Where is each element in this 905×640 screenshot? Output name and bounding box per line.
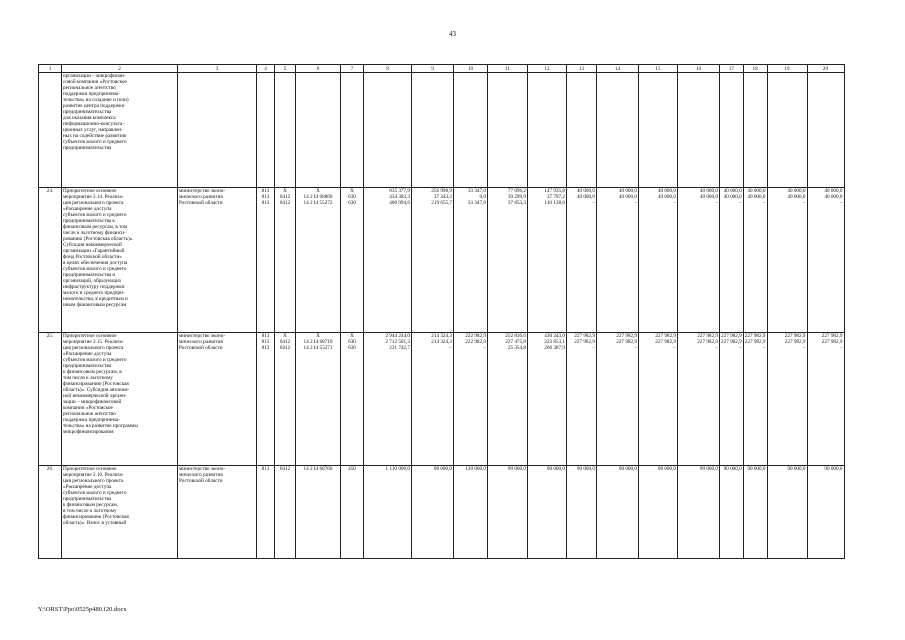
code-cell — [296, 466, 341, 559]
cell-line: 227 982,9 — [574, 339, 595, 345]
cell-line: – — [839, 345, 843, 351]
empty-cell — [528, 73, 567, 188]
cell-line: 90 000,0 — [507, 466, 526, 472]
cell-line: Ростовской области — [179, 345, 223, 351]
cell-line: 1 110 000,0 — [385, 466, 410, 472]
cell-line: совой компании «Ростовское — [63, 79, 127, 85]
value-cell — [807, 333, 844, 466]
cell-line: инфраструктуру поддержки — [63, 284, 125, 290]
cell-line: мероприятие 2.16. Реализа- — [63, 472, 124, 478]
executor-cell — [178, 188, 257, 333]
cell-line: 813 — [261, 194, 270, 200]
cell-line: – — [634, 200, 637, 206]
table-row — [39, 188, 845, 333]
cell-line: 90 000,0 — [433, 466, 452, 472]
header-cell: 14 — [597, 65, 639, 73]
cell-line: 214 324,3 — [431, 333, 452, 339]
cell-line: тельства» на развитие программы — [63, 423, 138, 429]
cell-line: 0412 — [279, 194, 291, 200]
cell-line: Ростовской области — [179, 478, 223, 484]
value-cell — [597, 466, 639, 559]
cell-line: «Расширение доступа — [63, 351, 112, 357]
cell-line: – — [673, 345, 676, 351]
header-cell: 5 — [275, 65, 296, 73]
cell-line: 231 742,7 — [389, 345, 410, 351]
value-cell — [597, 333, 639, 466]
cell-line: 147 935,8 — [544, 188, 565, 194]
cell-line: 227 982,9 — [655, 339, 676, 345]
value-cell — [743, 188, 767, 333]
value-cell — [678, 188, 720, 333]
cell-line: рованию (Ростовская область)». — [63, 236, 134, 242]
cell-line: микрофинансирования — [63, 429, 114, 435]
header-cell: 3 — [178, 65, 257, 73]
value-cell — [412, 466, 454, 559]
cell-line: региональное агентство — [63, 411, 116, 417]
cell-line: – — [762, 200, 766, 206]
cell-line: – — [839, 200, 843, 206]
cell-line: область)». Субсидия автоном- — [63, 387, 130, 393]
cell-line: 14 2 I4 68760 — [303, 466, 333, 472]
value-cell — [528, 333, 567, 466]
header-cell: 19 — [767, 65, 807, 73]
value-cell — [678, 466, 720, 559]
value-cell — [767, 188, 807, 333]
cell-line: ной некоммерческой органи- — [63, 393, 127, 399]
header-row — [39, 65, 845, 73]
cell-line: 223 853,1 — [544, 339, 565, 345]
cell-line: 40 000,0 — [657, 188, 676, 194]
cell-line: 630 — [348, 200, 356, 206]
cell-line: X — [316, 188, 320, 194]
cell-line: 110 138,6 — [544, 200, 565, 206]
cell-line: субъектов малого и среднего — [63, 212, 127, 218]
header-cell: 17 — [720, 65, 744, 73]
cell-line: – — [449, 345, 452, 351]
code-cell — [275, 466, 296, 559]
cell-line: организации «Гарантийный — [63, 248, 125, 254]
value-cell — [639, 466, 678, 559]
cell-line: 39 299,9 — [507, 194, 526, 200]
cell-line: 430 243,0 — [544, 333, 565, 339]
cell-line: 90 000,0 — [824, 466, 843, 472]
header-cell: 16 — [678, 65, 720, 73]
cell-line: Приоритетное основное — [63, 333, 117, 339]
cell-line: ция регионального проекта — [63, 478, 124, 484]
cell-line: предпринимательства — [63, 363, 112, 369]
table-row — [39, 333, 845, 466]
executor-cell — [178, 333, 257, 466]
cell-line: предпринимательства — [63, 496, 112, 502]
cell-line: в целях обеспечения доступа — [63, 260, 128, 266]
empty-cell — [454, 73, 488, 188]
cell-line: 40 000,0 — [747, 188, 766, 194]
cell-line: организаций, образующих — [63, 278, 122, 284]
cell-line: 90 000,0 — [787, 466, 806, 472]
value-cell — [639, 333, 678, 466]
cell-line: ных на содействие развитию — [63, 133, 127, 139]
cell-line: предпринимательства — [63, 145, 112, 151]
cell-line: 227 982,9 — [744, 333, 766, 339]
cell-line: 40 000,0 — [618, 194, 637, 200]
cell-line: 40 000,0 — [824, 188, 843, 194]
executor-cell — [178, 466, 257, 559]
cell-line: 120 000,0 — [465, 466, 486, 472]
cell-line: ция регионального проекта — [63, 345, 124, 351]
budget-table — [38, 64, 845, 559]
cell-line: 0412 — [279, 200, 291, 206]
cell-line: 813 — [261, 466, 270, 472]
code-cell — [257, 188, 275, 333]
code-cell — [341, 188, 364, 333]
cell-line: 40 000,0 — [787, 188, 806, 194]
cell-line: 0,0 — [479, 194, 486, 200]
header-cell: 7 — [341, 65, 364, 73]
cell-line: субъектов малого и среднего — [63, 139, 127, 145]
value-cell — [528, 466, 567, 559]
header-cell: 1 — [39, 65, 62, 73]
value-cell — [743, 466, 767, 559]
cell-line: нимательства, к кредитным и — [63, 296, 128, 302]
cell-line: 813 — [261, 333, 270, 339]
cell-line: 40 000,0 — [657, 194, 676, 200]
cell-line: 0412 — [279, 339, 291, 345]
cell-line: 33 347,0 — [467, 200, 486, 206]
cell-line: – — [592, 345, 595, 351]
cell-line: предпринимательства к — [63, 218, 115, 224]
cell-line: 434 383,3 — [389, 194, 410, 200]
value-cell — [767, 466, 807, 559]
cell-line: «Расширение доступа — [63, 484, 112, 490]
cell-line: субъектов малого и среднего — [63, 357, 127, 363]
cell-line: 227 475,8 — [505, 339, 526, 345]
cell-line: мероприятие 2.15. Реализа- — [63, 339, 124, 345]
cell-line: малого и среднего предпри- — [63, 290, 125, 296]
cell-line: ционных услуг, направлен- — [63, 127, 123, 133]
empty-cell — [364, 73, 412, 188]
cell-line: тельства» на создание и (или) — [63, 97, 129, 103]
cell-line: 227 982,9 — [821, 339, 843, 345]
value-cell — [807, 466, 844, 559]
empty-cell — [488, 73, 528, 188]
header-cell: 11 — [488, 65, 528, 73]
value-cell — [678, 333, 720, 466]
cell-line: 14 2 I4 55272 — [303, 200, 333, 206]
cell-line: мического развития — [179, 339, 223, 345]
empty-cell — [257, 73, 275, 188]
cell-line: 222 982,9 — [465, 333, 486, 339]
empty-cell — [743, 73, 767, 188]
value-cell — [743, 333, 767, 466]
cell-line: 400 994,6 — [389, 200, 410, 206]
cell-line: 90 000,0 — [546, 466, 565, 472]
cell-line: область)». Взнос в уставный — [63, 520, 127, 526]
cell-line: к финансовым ресурсам, в — [63, 369, 122, 375]
header-cell: 8 — [364, 65, 412, 73]
value-cell — [767, 333, 807, 466]
cell-line: 206 387,9 — [544, 345, 565, 351]
cell-line: 227 982,9 — [697, 333, 718, 339]
cell-line: для оказания комплекса — [63, 115, 116, 121]
cell-line: 222 982,9 — [465, 339, 486, 345]
value-cell — [567, 188, 597, 333]
empty-cell — [412, 73, 454, 188]
value-cell — [488, 188, 528, 333]
value-cell — [720, 466, 744, 559]
cell-line: 214 324,3 — [431, 339, 452, 345]
cell-line: иным финансовым ресурсам — [63, 302, 127, 308]
code-cell — [341, 466, 364, 559]
empty-cell — [178, 73, 257, 188]
cell-line: – — [802, 345, 806, 351]
cell-line: 630 — [348, 339, 356, 345]
cell-line: организации – микрофинан- — [63, 73, 126, 79]
cell-line: 40 000,0 — [576, 194, 595, 200]
cell-line: X — [316, 333, 320, 339]
cell-line: 227 982,9 — [821, 333, 843, 339]
cell-line: X — [350, 333, 354, 339]
value-cell — [720, 333, 744, 466]
cell-line: Субсидия некоммерческой — [63, 242, 122, 248]
cell-line: 227 982,9 — [721, 333, 742, 339]
cell-line: 227 982,9 — [744, 339, 766, 345]
cell-line: 835 377,9 — [389, 188, 410, 194]
cell-line: финансовым ресурсам, в том — [63, 224, 128, 230]
cell-line: 227 982,9 — [616, 333, 637, 339]
cell-line: – — [715, 200, 718, 206]
cell-line: предпринимательства — [63, 109, 112, 115]
cell-line: 40 000,0 — [787, 194, 806, 200]
cell-line: 40 000,0 — [699, 194, 718, 200]
cell-line: поддержки предпринима- — [63, 417, 120, 423]
cell-line: – — [739, 345, 742, 351]
code-cell — [275, 333, 296, 466]
cell-line: Приоритетное основное — [63, 188, 117, 194]
cell-line: 77 096,2 — [507, 188, 526, 194]
value-cell — [488, 466, 528, 559]
cell-line: 37 797,2 — [546, 194, 565, 200]
cell-line: 227 982,9 — [784, 339, 806, 345]
row-number-cell: 26. — [39, 466, 62, 559]
cell-line: – — [715, 345, 718, 351]
cell-line: – — [762, 345, 766, 351]
header-cell: 20 — [807, 65, 844, 73]
cell-line: ция регионального проекта — [63, 200, 124, 206]
cell-line: X — [283, 333, 287, 339]
header-cell: 6 — [296, 65, 341, 73]
footer-file-path: Y:\ORST\Ppo\0525p480.f20.docx — [38, 606, 127, 613]
cell-line: 813 — [261, 188, 270, 194]
cell-line: – — [592, 200, 595, 206]
cell-line: поддержки предпринима- — [63, 91, 120, 97]
cell-line: 813 — [261, 339, 270, 345]
description-cell — [62, 466, 178, 559]
value-cell — [454, 333, 488, 466]
cell-line: 90 000,0 — [747, 466, 766, 472]
cell-line: – — [673, 200, 676, 206]
value-cell — [807, 188, 844, 333]
cell-line: министерство эконо- — [179, 333, 226, 339]
table-row — [39, 73, 845, 188]
cell-line: 90 000,0 — [576, 466, 595, 472]
description-cell — [62, 73, 178, 188]
cell-line: зации – микрофинансовой — [63, 399, 122, 405]
row-number-cell: 24. — [39, 188, 62, 333]
cell-line: – — [802, 200, 806, 206]
value-cell — [454, 188, 488, 333]
empty-cell — [807, 73, 844, 188]
cell-line: 40 000,0 — [723, 188, 742, 194]
cell-line: 219 655,7 — [431, 200, 452, 206]
cell-line: X — [350, 188, 354, 194]
cell-line: 450 — [348, 466, 356, 472]
empty-cell — [296, 73, 341, 188]
cell-line: 14 2 I4 55271 — [303, 345, 333, 351]
value-cell — [639, 188, 678, 333]
cell-line: 256 998,9 — [431, 188, 452, 194]
value-cell — [528, 188, 567, 333]
row-number-cell — [39, 73, 62, 188]
header-cell: 9 — [412, 65, 454, 73]
cell-line: числе к льготному финанси- — [63, 230, 126, 236]
cell-line: – — [634, 345, 637, 351]
header-cell: 4 — [257, 65, 275, 73]
cell-line: 40 000,0 — [824, 194, 843, 200]
cell-line: том числе к льготному — [63, 375, 113, 381]
cell-line: 2 944 244,0 — [385, 333, 410, 339]
cell-line: 90 000,0 — [699, 466, 718, 472]
cell-line: 37 343,2 — [433, 194, 452, 200]
cell-line: развитие центра поддержки — [63, 103, 125, 109]
row-number-cell: 25. — [39, 333, 62, 466]
empty-cell — [678, 73, 720, 188]
cell-line: 630 — [348, 194, 356, 200]
cell-line: региональное агентство — [63, 85, 116, 91]
cell-line: фонд Ростовской области» — [63, 254, 122, 260]
empty-cell — [767, 73, 807, 188]
cell-line: 90 000,0 — [618, 466, 637, 472]
cell-line: 0412 — [279, 345, 291, 351]
cell-line: 14 2 I4 68860 — [303, 194, 333, 200]
code-cell — [341, 333, 364, 466]
cell-line: информационно-консульта- — [63, 121, 124, 127]
cell-line: 40 000,0 — [618, 188, 637, 194]
description-cell — [62, 333, 178, 466]
empty-cell — [639, 73, 678, 188]
header-cell: 13 — [567, 65, 597, 73]
cell-line: мического развития — [179, 194, 223, 200]
cell-line: в том числе к льготному — [63, 508, 117, 514]
header-cell: 2 — [62, 65, 178, 73]
cell-line: финансированию (Ростовская — [63, 381, 129, 387]
cell-line: 227 982,9 — [784, 333, 806, 339]
cell-line: 630 — [348, 345, 356, 351]
value-cell — [364, 333, 412, 466]
cell-line: 90 000,0 — [657, 466, 676, 472]
code-cell — [257, 466, 275, 559]
value-cell — [364, 466, 412, 559]
cell-line: 40 000,0 — [723, 194, 742, 200]
cell-line: 33 347,0 — [467, 188, 486, 194]
cell-line: 25 354,8 — [507, 345, 526, 351]
value-cell — [720, 188, 744, 333]
table-row — [39, 466, 845, 559]
cell-line: 227 982,9 — [721, 339, 742, 345]
cell-line: министерство эконо- — [179, 466, 226, 472]
cell-line: – — [483, 345, 486, 351]
cell-line: X — [283, 188, 287, 194]
value-cell — [597, 188, 639, 333]
cell-line: Приоритетное основное — [63, 466, 117, 472]
header-cell: 15 — [639, 65, 678, 73]
empty-cell — [275, 73, 296, 188]
empty-cell — [341, 73, 364, 188]
value-cell — [412, 333, 454, 466]
cell-line: 37 853,3 — [507, 200, 526, 206]
cell-line: 813 — [261, 200, 270, 206]
empty-cell — [567, 73, 597, 188]
cell-line: 227 982,9 — [655, 333, 676, 339]
cell-line: 0412 — [279, 466, 291, 472]
header-cell: 18 — [743, 65, 767, 73]
code-cell — [275, 188, 296, 333]
header-cell: 10 — [454, 65, 488, 73]
cell-line: компании «Ростовское — [63, 405, 113, 411]
cell-line: 40 000,0 — [747, 194, 766, 200]
cell-line: 40 000,0 — [576, 188, 595, 194]
cell-line: – — [739, 200, 742, 206]
cell-line: мического развития — [179, 472, 223, 478]
cell-line: субъектов малого и среднего — [63, 266, 127, 272]
cell-line: 227 982,9 — [574, 333, 595, 339]
value-cell — [488, 333, 528, 466]
value-cell — [567, 466, 597, 559]
page-number: 43 — [449, 30, 456, 38]
cell-line: 2 712 501,3 — [385, 339, 410, 345]
cell-line: 40 000,0 — [699, 188, 718, 194]
cell-line: «Расширение доступа — [63, 206, 112, 212]
value-cell — [567, 333, 597, 466]
cell-line: 227 982,9 — [616, 339, 637, 345]
cell-line: 90 000,0 — [723, 466, 742, 472]
cell-line: 813 — [261, 345, 270, 351]
cell-line: 227 982,9 — [697, 339, 718, 345]
cell-line: министерство эконо- — [179, 188, 226, 194]
cell-line: финансированию (Ростовская — [63, 514, 129, 520]
code-cell — [257, 333, 275, 466]
cell-line: 14 2 I4 68710 — [303, 339, 333, 345]
cell-line: субъектов малого и среднего — [63, 490, 127, 496]
cell-line: 252 836,6 — [505, 333, 526, 339]
cell-line: мероприятие 2.14. Реализа- — [63, 194, 124, 200]
cell-line: предпринимательства и — [63, 272, 116, 278]
code-cell — [296, 188, 341, 333]
description-cell — [62, 188, 178, 333]
cell-line: Ростовской области — [179, 200, 223, 206]
value-cell — [412, 188, 454, 333]
code-cell — [296, 333, 341, 466]
empty-cell — [720, 73, 744, 188]
value-cell — [454, 466, 488, 559]
empty-cell — [597, 73, 639, 188]
header-cell: 12 — [528, 65, 567, 73]
cell-line: к финансовым ресурсам, — [63, 502, 118, 508]
value-cell — [364, 188, 412, 333]
